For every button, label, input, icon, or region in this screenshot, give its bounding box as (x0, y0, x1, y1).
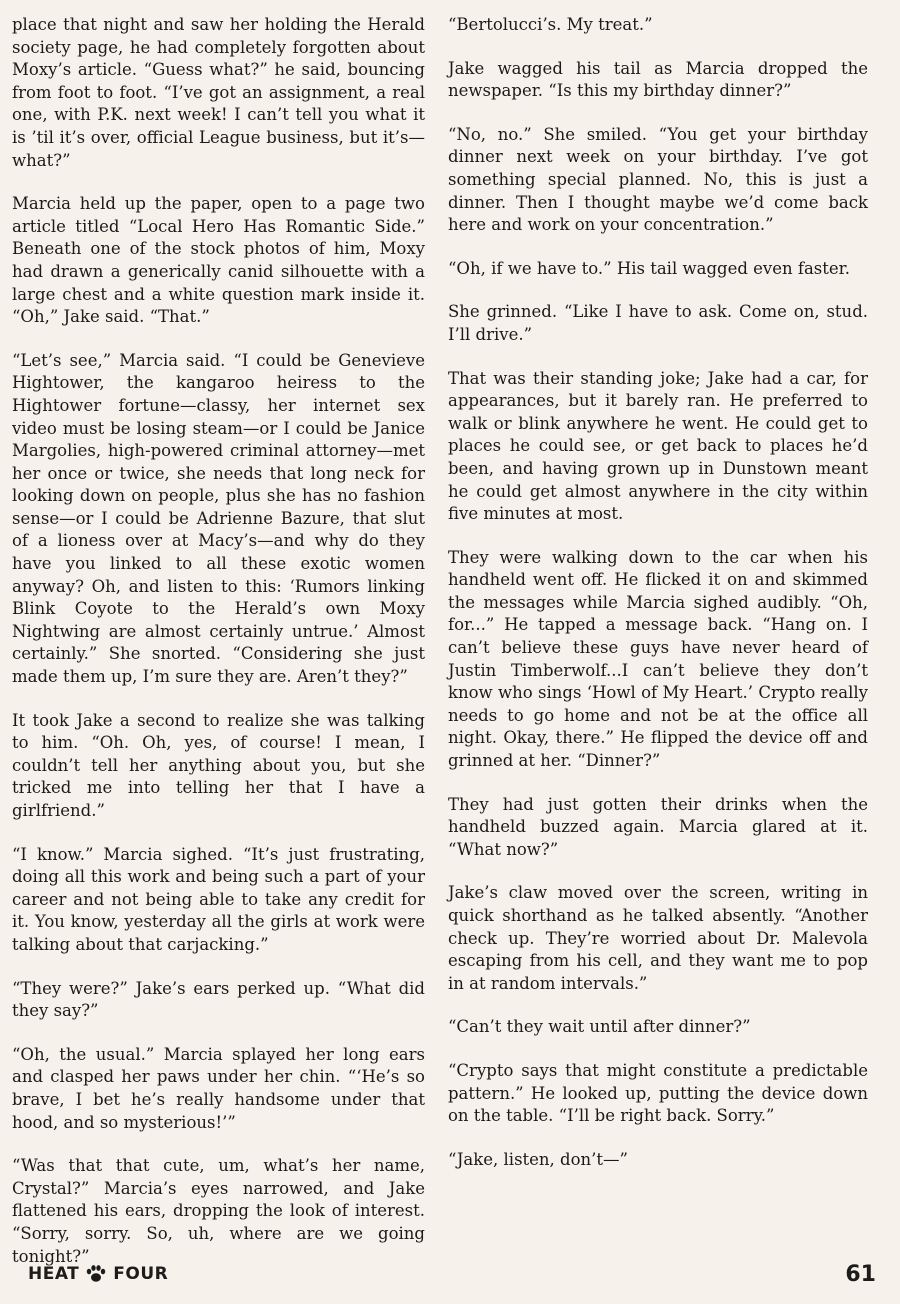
paragraph: “Bertolucci’s. My treat.” (448, 15, 653, 34)
left-column (12, 14, 425, 1289)
right-column (448, 14, 868, 1192)
paragraph: That was their standing joke; Jake had a car, for appearances, but it barely ran. He preferred to walk or blink anywhere he went. He could get to places he could see, or get back to places he’d been, and having grown up in Dunstown meant he could get almost anywhere in the city within five minutes at most. (448, 368, 868, 524)
paragraph: It took Jake a second to realize she was talking to him. “Oh. Oh, yes, of course! I mean, I couldn’t tell her anything about you, but she tricked me into telling her that I have a girlfriend.” (12, 710, 425, 820)
paragraph: They had just gotten their drinks when the handheld buzzed again. Marcia glared at it. “What now?” (448, 794, 868, 859)
paragraph: “I know.” Marcia sighed. “It’s just frustrating, doing all this work and being such a part of your career and not being able to take any credit for it. You know, yesterday all the girls at work were talking about that carjacking.” (12, 844, 425, 954)
paragraph: “Crypto says that might constitute a predictable pattern.” He looked up, putting the device down on the table. “I’ll be right back. Sorry.” (448, 1060, 868, 1126)
paragraph: “Was that that cute, um, what’s her name, Crystal?” Marcia’s eyes narrowed, and Jake flattened his ears, dropping the look of interest. “Sorry, sorry. So, uh, where are we going tonight?” (12, 1156, 425, 1266)
paragraph: They were walking down to the car when his handheld went off. He flicked it on and skimmed the messages while Marcia sighed audibly. “Oh, for...” He tapped a message back. “Hang on. I can’t believe these guys have never heard of Justin Timberwolf...I can’t believe they don’t know who sings ‘Howl of My Heart.’ Crypto really needs to go home and not be at the office all night. Okay, there.” He flipped the device off and grinned at her. “Dinner?” (448, 547, 868, 771)
paragraph: “No, no.” She smiled. “You get your birthday dinner next week on your birthday. I’ve got something special planned. No, this is just a dinner. Then I thought maybe we’d come back here and work on your concentration.” (448, 124, 868, 235)
paragraph: She grinned. “Like I have to ask. Come on, stud. I’ll drive.” (448, 302, 868, 344)
paragraph: “Jake, listen, don’t—” (448, 1149, 628, 1169)
magazine-title-right: FOUR (113, 1264, 169, 1284)
page-number: 61 (845, 1262, 876, 1287)
paragraph: “Let’s see,” Marcia said. “I could be Genevieve Hightower, the kangaroo heiress to the Hightower fortune—classy, her internet sex video must be losing steam—or I could be Janice Margolies, high-powered criminal attorney—met her once or twice, she needs that long neck for looking down on people, plus she has no fashion sense—or I could be Adrienne Bazure, that slut of a lioness over at Macy’s—and why do they have you linked to all these exotic women anyway? Oh, and listen to this: ‘Rumors linking Blink Coyote to the Herald’s own Moxy Nightwing are almost certainly untrue.’ Almost certainly.” She snorted. “Considering she just made them up, I’m sure they are. Aren’t they?” (12, 350, 425, 687)
paragraph: Marcia held up the paper, open to a page two article titled “Local Hero Has Romantic Side.” Beneath one of the stock photos of him, Moxy had drawn a generically canid silhouette with a large chest and a white question mark inside it. “Oh,” Jake said. “That.” (12, 194, 425, 327)
paragraph: “They were?” Jake’s ears perked up. “What did they say?” (12, 978, 425, 1021)
page-footer (28, 1264, 876, 1288)
paragraph: “Oh, if we have to.” His tail wagged even faster. (448, 258, 850, 278)
magazine-title (28, 1264, 168, 1284)
paragraph: “Can’t they wait until after dinner?” (448, 1017, 751, 1037)
paw-icon (85, 1264, 107, 1284)
paragraph: Jake’s claw moved over the screen, writing in quick shorthand as he talked absently. “Another check up. They’re worried about Dr. Malevola escaping from his cell, and they want me to pop in at random intervals.” (448, 883, 868, 993)
magazine-title-left: HEAT (28, 1264, 80, 1284)
paragraph: place that night and saw her holding the Herald society page, he had completely forgotten about Moxy’s article. “Guess what?” he said, bouncing from foot to foot. “I’ve got an assignment, a real one, with P.K. next week! I can’t tell you what it is ’til it’s over, official League business, but it’s—what?” (12, 15, 425, 170)
paragraph: “Oh, the usual.” Marcia splayed her long ears and clasped her paws under her chin. “‘He’s so brave, I bet he’s really handsome under that hood, and so mysterious!’” (12, 1044, 425, 1132)
paragraph: Jake wagged his tail as Marcia dropped the newspaper. “Is this my birthday dinner?” (448, 58, 868, 101)
